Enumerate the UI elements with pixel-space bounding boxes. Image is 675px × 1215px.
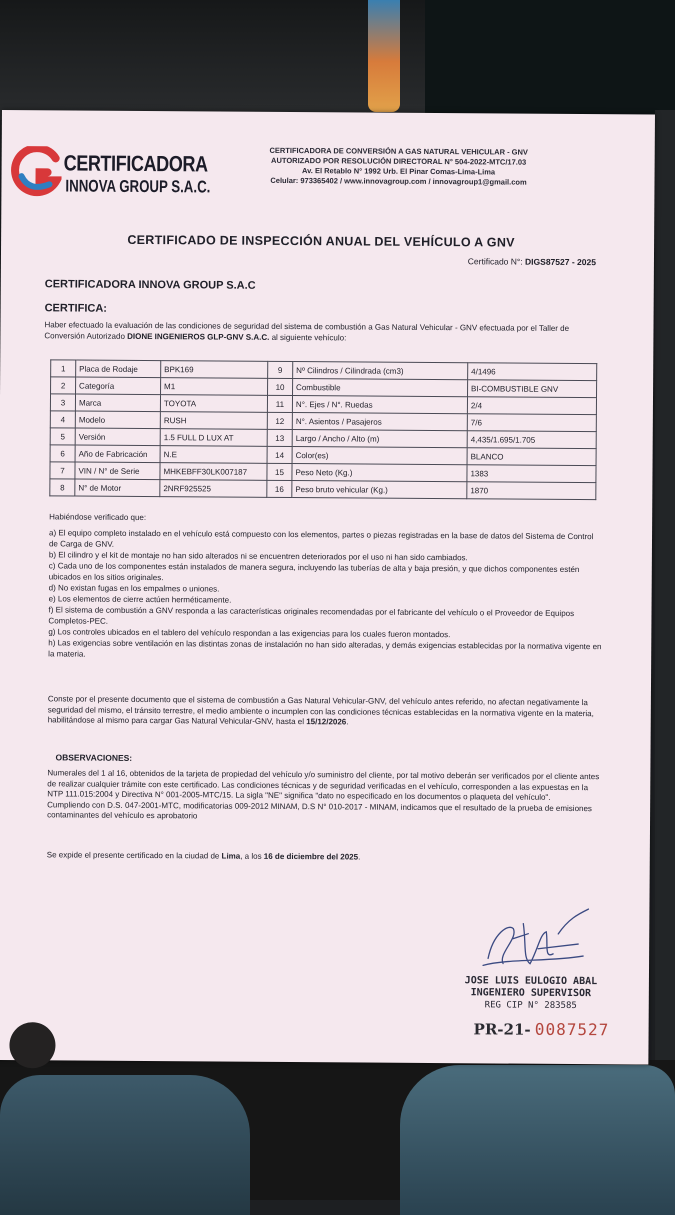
- field-value: 1383: [467, 465, 596, 483]
- intro-paragraph: [44, 320, 604, 345]
- field-label: Año de Fabricación: [75, 445, 160, 463]
- field-label: Peso bruto vehicular (Kg.): [292, 481, 467, 499]
- company-header: [233, 146, 563, 188]
- company-logo: [9, 146, 239, 204]
- certificate-number: [468, 256, 596, 267]
- handwritten-signature: [468, 903, 598, 974]
- certifica-heading: CERTIFICA:: [44, 302, 107, 315]
- issue-date: 16 de diciembre del 2025: [263, 851, 359, 862]
- issue-city: Lima: [221, 851, 241, 861]
- punch-hole: [9, 1022, 55, 1068]
- row-number: 10: [268, 378, 293, 395]
- row-number: 12: [267, 412, 292, 429]
- field-label: VIN / N° de Serie: [75, 462, 160, 480]
- verification-list: [48, 528, 604, 664]
- row-number: 14: [267, 446, 292, 463]
- verification-item: e) Los elementos de cierre actúen herméticamente.: [48, 594, 232, 605]
- field-value: 4/1496: [468, 363, 597, 381]
- certificate-number-label: Certificado N°:: [467, 256, 523, 267]
- background-jeans-right: [400, 1065, 675, 1215]
- logo-g-icon: [9, 146, 61, 198]
- row-number: 6: [50, 445, 75, 462]
- verification-item: d) No existan fugas en los empalmes o uniones.: [48, 583, 220, 594]
- issue-statement: [47, 850, 602, 864]
- field-value: 2/4: [467, 397, 596, 415]
- row-number: 8: [50, 479, 75, 496]
- field-value: 1.5 FULL D LUX AT: [160, 429, 267, 447]
- vehicle-table-row: [50, 479, 596, 500]
- background-top: [0, 0, 675, 120]
- background-colored-object: [368, 0, 400, 112]
- field-value: 4,435/1.695/1.705: [467, 431, 596, 449]
- field-label: Peso Neto (Kg.): [292, 464, 467, 482]
- organization-name: CERTIFICADORA INNOVA GROUP S.A.C: [44, 278, 256, 292]
- background-bottom: [0, 1060, 675, 1200]
- field-value: TOYOTA: [160, 395, 267, 413]
- row-number: 13: [267, 429, 292, 446]
- field-label: Combustible: [293, 379, 468, 397]
- row-number: 1: [51, 360, 76, 377]
- document-title: CERTIFICADO DE INSPECCIÓN ANUAL DEL VEHÍCULO A GNV: [127, 232, 515, 250]
- row-number: 2: [51, 377, 76, 394]
- header-line: Celular: 973365402 / www.innovagroup.com / innovagroup1@gmail.com: [270, 175, 527, 187]
- header-line: CERTIFICADORA DE CONVERSIÓN A GAS NATURAL VEHICULAR - GNV: [269, 145, 528, 157]
- field-value: BLANCO: [467, 448, 596, 466]
- intro-workshop-name: DIONE INGENIEROS GLP-GNV S.A.C.: [127, 331, 270, 342]
- intro-text-end: al siguiente vehículo:: [269, 332, 347, 342]
- field-label: Versión: [75, 428, 160, 446]
- row-number: 9: [268, 361, 293, 378]
- header-line: Av. El Retablo N° 1992 Urb. El Pinar Comas-Lima-Lima: [302, 166, 496, 177]
- field-label: Categoría: [76, 377, 161, 395]
- verification-item: a) El equipo completo instalado en el vehículo está compuesto con los elementos, partes o piezas registradas en la base de datos del Sistema de Control de Carga de GNV.: [48, 528, 594, 549]
- conste-text: Conste por el presente documento que el sistema de combustión a Gas Natural Vehicular-GNV, del vehículo antes referido, no afectan negativamente la seguridad del mismo, el tránsito terrestre, el medio ambiente o incumplen con las condiciones técnicas establecidas en la normativa vigente en la materia, habilitándose al mismo para cargar Gas Natural Vehicular-GNV, hasta el: [47, 694, 594, 727]
- observations-heading: OBSERVACIONES:: [55, 752, 133, 763]
- row-number: 3: [50, 394, 75, 411]
- field-value: 7/6: [467, 414, 596, 432]
- vehicle-table: [49, 359, 597, 500]
- row-number: 7: [50, 462, 75, 479]
- row-number: 5: [50, 428, 75, 445]
- field-label: Marca: [75, 394, 160, 412]
- field-value: 2NRF925525: [160, 480, 267, 498]
- field-value: RUSH: [160, 412, 267, 430]
- field-value: BI-COMBUSTIBLE GNV: [468, 380, 597, 398]
- field-label: Color(es): [292, 447, 467, 465]
- verification-item: c) Cada uno de los componentes están instalados de manera segura, incluyendo las tuberías de alta y baja presión, y que dichos componentes estén ubicados en los sitios originales.: [48, 561, 580, 582]
- field-label: N° de Motor: [75, 479, 160, 497]
- field-value: M1: [161, 378, 268, 396]
- issue-text: .: [358, 852, 361, 862]
- field-label: Largo / Ancho / Alto (m): [292, 430, 467, 448]
- logo-name-line1: CERTIFICADORA: [63, 150, 208, 177]
- observations-paragraph: Numerales del 1 al 16, obtenidos de la tarjeta de propiedad del vehículo y/o suministro del cliente, por tal motivo deberán ser verificados por el cliente antes de realizar cualquier trámite con este certificado. Las condiciones técnicas y de seguridad verificadas en el vehículo, corresponden a las expuestas en la NTP 111.015:2004 y Directiva N° 001-2005-MTC/15. La sigla "NE" significa "dato no especificado en los documentos o plaqueta del vehículo".: [47, 768, 600, 803]
- field-label: N°. Asientos / Pasajeros: [292, 413, 467, 431]
- logo-name-line2: INNOVA GROUP S.A.C.: [65, 176, 211, 197]
- header-line: AUTORIZADO POR RESOLUCIÓN DIRECTORAL N° 504-2022-MTC/17.03: [271, 155, 527, 167]
- serial-prefix: PR-21-: [473, 1020, 531, 1039]
- observations-paragraph: Cumpliendo con D.S. 047-2001-MTC, modificatorias 009-2012 MINAM, D.S N° 010-2017 - MINAM, indicamos que el resultado de la prueba de emisiones contaminantes del vehículo es aprobatorio: [47, 800, 592, 821]
- signer-registration: REG CIP N° 283585: [484, 1000, 577, 1012]
- validity-date: 15/12/2026: [306, 717, 347, 727]
- field-value: BPK169: [161, 361, 268, 379]
- row-number: 16: [267, 480, 292, 497]
- signer-block: [451, 975, 611, 1012]
- observations-text: [47, 768, 602, 825]
- conste-paragraph: [48, 694, 603, 730]
- field-label: Modelo: [75, 411, 160, 429]
- intro-text: Haber efectuado la evaluación de las condiciones de seguridad del sistema de combustión a Gas Natural Vehicular - GNV efectuada por el Taller de Conversión Autorizado: [44, 320, 570, 341]
- field-label: N°. Ejes / N°. Ruedas: [292, 396, 467, 414]
- field-value: 1870: [467, 482, 596, 500]
- verification-item: g) Los controles ubicados en el tablero del vehículo respondan a las exigencias para los cuales fueron montados.: [48, 627, 451, 640]
- serial-number: 0087527: [534, 1019, 610, 1040]
- field-value: MHKEBFF30LK007187: [160, 463, 267, 481]
- field-label: Placa de Rodaje: [76, 360, 161, 378]
- certificate-paper: [0, 110, 655, 1065]
- row-number: 4: [50, 411, 75, 428]
- signer-role: INGENIERO SUPERVISOR: [470, 987, 592, 1000]
- conste-text-end: .: [346, 717, 349, 727]
- background-dark-area: [425, 0, 675, 118]
- row-number: 11: [267, 395, 292, 412]
- issue-text: , a los: [240, 851, 264, 861]
- verification-item: h) Las exigencias sobre ventilación en las distintas zonas de instalación no han sido alteradas, y demás exigencias establecidas por la normativa vigente en la materia.: [48, 638, 602, 659]
- row-number: 15: [267, 463, 292, 480]
- verification-item: b) El cilindro y el kit de montaje no han sido alterados ni se encuentren deteriorados por el uso ni han sido cambiados.: [48, 550, 468, 563]
- serial-code: [474, 1019, 610, 1039]
- verification-item: f) El sistema de combustión a GNV responda a las características originales recomendadas por el fabricante del vehículo o el Proveedor de Equipos Completos-PEC.: [48, 605, 575, 626]
- certificate-number-value: DIGS87527 - 2025: [525, 256, 596, 268]
- background-right-edge: [655, 110, 675, 1060]
- field-value: N.E: [160, 446, 267, 464]
- verification-heading: Habiéndose verificado que:: [49, 512, 147, 523]
- issue-text: Se expide el presente certificado en la ciudad de: [46, 850, 222, 861]
- field-label: Nº Cilindros / Cilindrada (cm3): [293, 362, 468, 380]
- background-jeans-left: [0, 1075, 250, 1215]
- signer-name: JOSE LUIS EULOGIO ABAL: [464, 975, 598, 988]
